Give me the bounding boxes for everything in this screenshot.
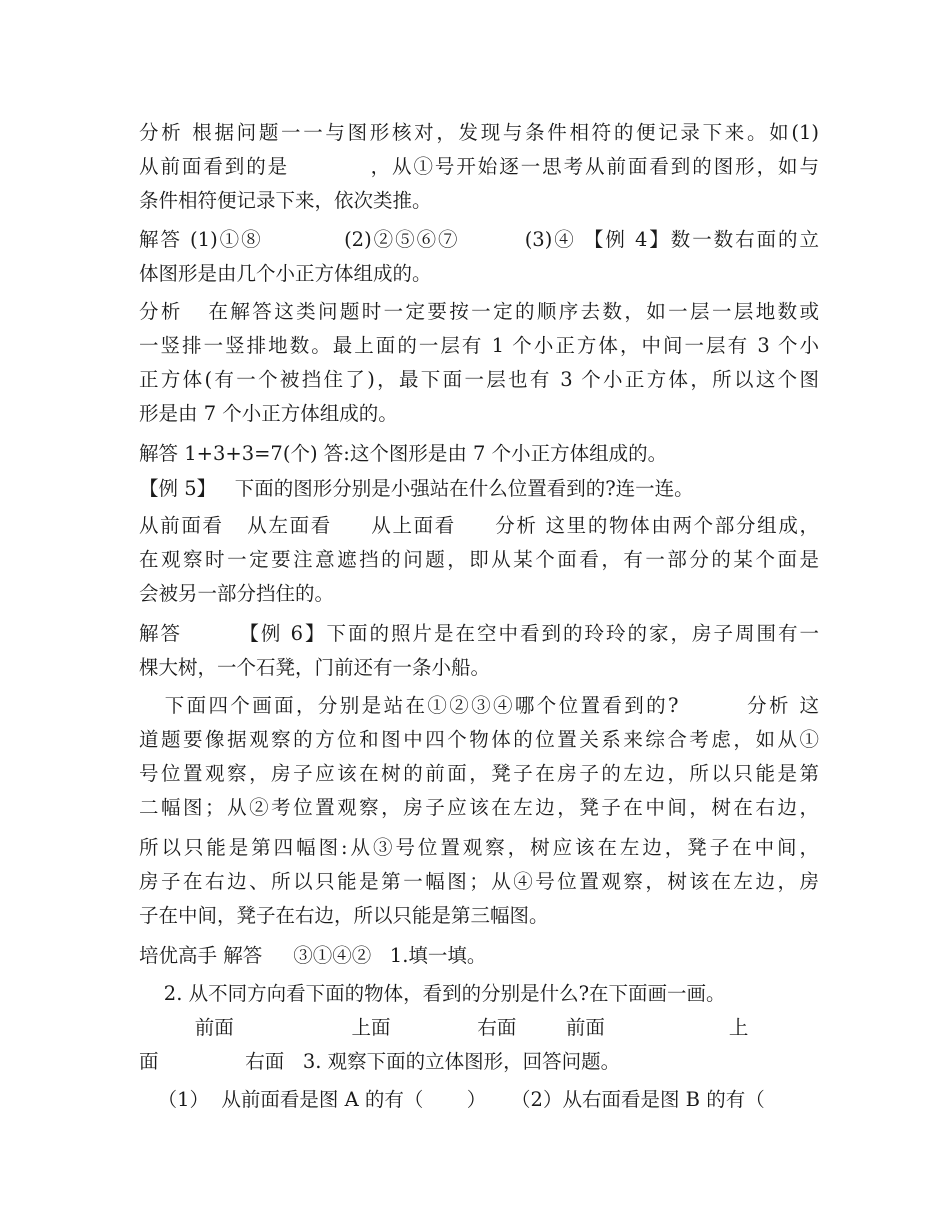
text-line: 棵大树，一个石凳，门前还有一条小船。 <box>139 656 491 679</box>
text-line: 形是由 7 个小正方体组成的。 <box>139 402 398 425</box>
text-line: 条件相符便记录下来，依次类推。 <box>139 189 432 212</box>
text-line: 一竖排一竖排地数。最上面的一层有 1 个小正方体，中间一层有 3 个小 <box>139 334 819 357</box>
text-line: 分析 在解答这类问题时一定要按一定的顺序去数，如一层一层地数或 <box>139 300 819 323</box>
text-line: 从前面看到的是 ，从①号开始逐一思考从前面看到的图形，如与 <box>139 155 819 178</box>
text-line: 道题要像据观察的方位和图中四个物体的位置关系来综合考虑，如从① <box>139 728 819 751</box>
text-line: （1） 从前面看是图 A 的有（ ） （2）从右面看是图 B 的有（ <box>139 1088 765 1111</box>
text-line: 解答 (1)①⑧ (2)②⑤⑥⑦ (3)④ 【例 4】数一数右面的立 <box>139 228 819 251</box>
text-line: 房子在右边、所以只能是第一幅图；从④号位置观察，树该在左边，房 <box>139 870 819 893</box>
text-line: 面 右面 3. 观察下面的立体图形，回答问题。 <box>139 1050 621 1073</box>
text-line: 2. 从不同方向看下面的物体，看到的分别是什么?在下面画一画。 <box>139 982 726 1005</box>
text-line: 正方体(有一个被挡住了)，最下面一层也有 3 个小正方体，所以这个图 <box>139 368 819 391</box>
text-line: 在观察时一定要注意遮挡的问题，即从某个面看，有一部分的某个面是 <box>139 548 819 571</box>
text-line: 前面 上面 右面 前面 上 <box>139 1016 749 1039</box>
text-line: 解答 1+3+3=7(个) 答:这个图形是由 7 个小正方体组成的。 <box>139 442 668 465</box>
text-line: 子在中间，凳子在右边，所以只能是第三幅图。 <box>139 904 549 927</box>
text-line: 培优高手 解答 ③①④② 1.填一填。 <box>139 944 487 967</box>
text-line: 下面四个画面，分别是站在①②③④哪个位置看到的? 分析 这 <box>139 694 819 717</box>
text-line: 分析 根据问题一一与图形核对，发现与条件相符的便记录下来。如(1) <box>139 121 819 144</box>
text-line: 解答 【例 6】下面的照片是在空中看到的玲玲的家，房子周围有一 <box>139 622 819 645</box>
text-line: 从前面看 从左面看 从上面看 分析 这里的物体由两个部分组成， <box>139 514 819 537</box>
text-line: 【例 5】 下面的图形分别是小强站在什么位置看到的?连一连。 <box>139 477 694 500</box>
text-line: 会被另一部分挡住的。 <box>139 582 335 605</box>
text-line: 号位置观察，房子应该在树的前面，凳子在房子的左边，所以只能是第 <box>139 762 819 785</box>
text-line: 所以只能是第四幅图:从③号位置观察，树应该在左边，凳子在中间， <box>139 836 819 859</box>
text-line: 体图形是由几个小正方体组成的。 <box>139 262 432 285</box>
text-line: 二幅图；从②考位置观察，房子应该在左边，凳子在中间，树在右边， <box>139 796 819 819</box>
